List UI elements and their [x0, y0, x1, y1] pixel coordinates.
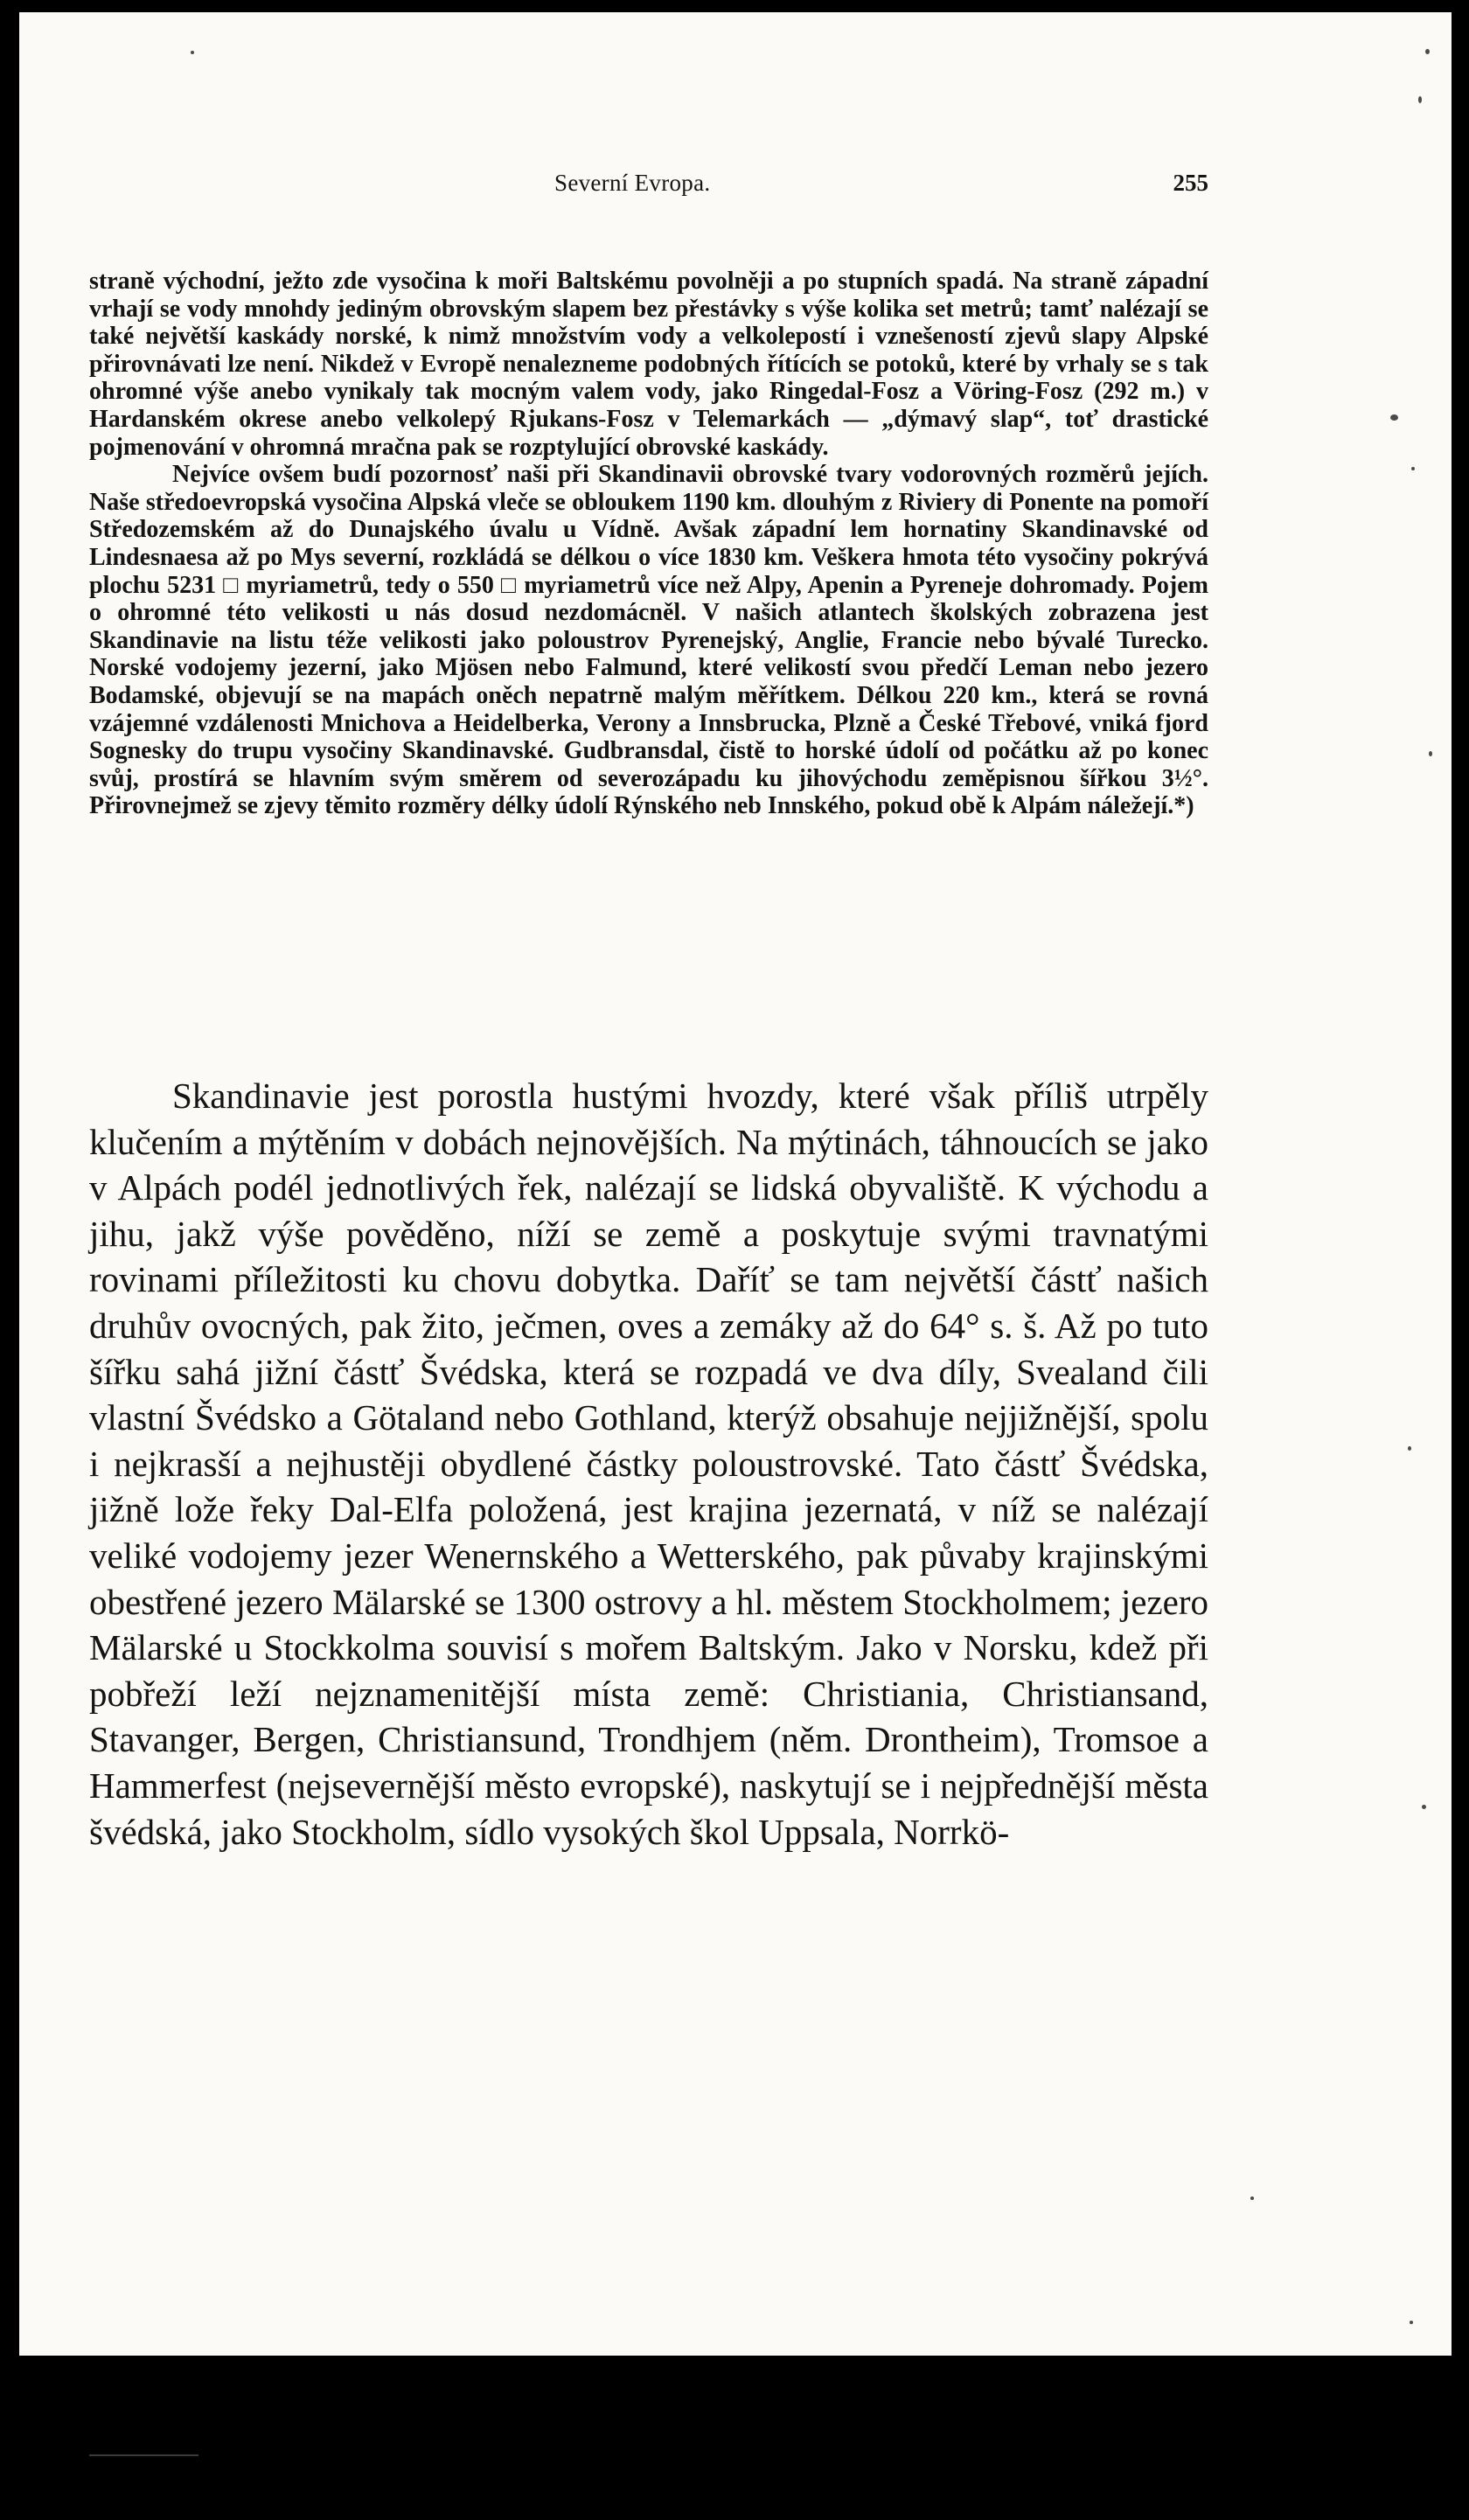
small-paragraph: Nejvíce ovšem budí pozornosť naši při Skandinavii obrovské tvary vodorovných rozměrů jejích. Naše středoevropská vysočina Alpská vleče se obloukem 1190 km. dlouhým z Riviery di Ponente na pomoří Středozemském až do Dunajského úvalu u Vídně. Avšak západní lem hornatiny Skandinavské od Lindesnaesa až po Mys severní, rozkládá se délkou o více 1830 km. Veškera hmota této vysočiny pokrývá plochu 5231 □ myriametrů, tedy o 550 □ myriametrů více než Alpy, Apenin a Pyreneje dohromady. Pojem o ohromné této velikosti u nás dosud nezdomácněl. V našich atlantech školských zobrazena jest Skandinavie na listu téže velikosti jako poloustrov Pyrenejský, Anglie, Francie nebo bývalé Turecko. Norské vodojemy jezerní, jako Mjösen nebo Falmund, které velikostí svou předčí Leman nebo jezero Bodamské, objevují se na mapách oněch nepatrně malým měřítkem. Délkou 220 km., která se rovná vzájemné vzdálenosti Mnichova a Heidelberka, Verony a Innsbrucka, Plzně a České Třebové, vniká fjord Sognesky do trupu vysočiny Skandinavské. Gudbransdal, čistě to horské údolí od počátku až po konec svůj, prostírá se hlavním svým směrem od severozápadu ku jihovýchodu zeměpisnou šířkou 3½°. Přirovnejmež se zjevy těmito rozměry délky údolí Rýnského neb Innského, pokud obě k Alpám náležejí.*) [89, 461, 1208, 820]
scan-speck [1418, 96, 1422, 103]
page-number: 255 [1173, 170, 1208, 196]
page-header [89, 170, 1208, 205]
main-text-section [89, 1073, 1208, 1855]
small-paragraph: straně východní, ježto zde vysočina k moři Baltskému povolněji a po stupních spadá. Na straně západní vrhají se vody mnohdy jediným obrovským slapem bez přestávky s výše kolika set metrů; tamť nalézají se také největší kaskády norské, k nimž množstvím vody a velkolepostí i vznešeností zjevů slapy Alpské přirovnávati lze není. Nikdež v Evropě nenalezneme podobných řítících se potoků, které by vrhaly se s tak ohromné výše anebo vynikaly tak mocným valem vody, jako Ringedal-Fosz a Vöring-Fosz (292 m.) v Hardanském okrese anebo velkolepý Rjukans-Fosz v Telemarkách — „dýmavý slap“, toť drastické pojmenování v ohromná mračna pak se rozptylující obrovské kaskády. [89, 268, 1208, 461]
scan-speck [1425, 49, 1430, 54]
scan-speck [191, 51, 194, 54]
book-page [19, 12, 1452, 2356]
small-print-section [89, 268, 1208, 820]
scan-speck [1390, 414, 1398, 421]
main-paragraph: Skandinavie jest porostla hustými hvozdy, které však příliš utrpěly klučením a mýtěním v dobách nejnovějších. Na mýtinách, táhnoucích se jako v Alpách podél jednotlivých řek, nalézají se lidská obyvaliště. K východu a jihu, jakž výše pověděno, níží se země a poskytuje svými travnatými rovinami příležitosti ku chovu dobytka. Daříť se tam největší částť našich druhův ovocných, pak žito, ječmen, oves a zemáky až do 64° s. š. Až po tuto šířku sahá jižní částť Švédska, která se rozpadá ve dva díly, Svealand čili vlastní Švédsko a Götaland nebo Gothland, kterýž obsahuje nejjižnější, spolu i nejkrasší a nejhustěji obydlené částky poloustrovské. Tato částť Švédska, jižně lože řeky Dal-Elfa položená, jest krajina jezernatá, v níž se nalézají veliké vodojemy jezer Wenernského a Wetterského, pak půvaby krajinskými obestřené jezero Mälarské se 1300 ostrovy a hl. městem Stockholmem; jezero Mälarské u Stockkolma souvisí s mořem Baltským. Jako v Norsku, kdež při pobřeží leží nejznamenitější místa země: Christiania, Christiansand, Stavanger, Bergen, Christiansund, Trondhjem (něm. Drontheim), Tromsoe a Hammerfest (nejsevernější město evropské), naskytují se i nejpřednější města švédská, jako Stockholm, sídlo vysokých škol Uppsala, Norrkö- [89, 1076, 1208, 1852]
scan-speck [1411, 467, 1415, 470]
scan-speck [1408, 1446, 1411, 1451]
scan-speck [1422, 1805, 1426, 1809]
footnote-rule [89, 2454, 198, 2456]
scan-speck [1410, 2321, 1413, 2324]
scan-speck [1250, 2196, 1254, 2200]
footnote: *) M. Ruth v příloze „Augsb. Allg. Zeitung“ 6. srpna 1876, č. 219. [172, 2490, 902, 2519]
running-title: Severní Evropa. [554, 170, 711, 196]
scan-speck [1429, 751, 1432, 756]
